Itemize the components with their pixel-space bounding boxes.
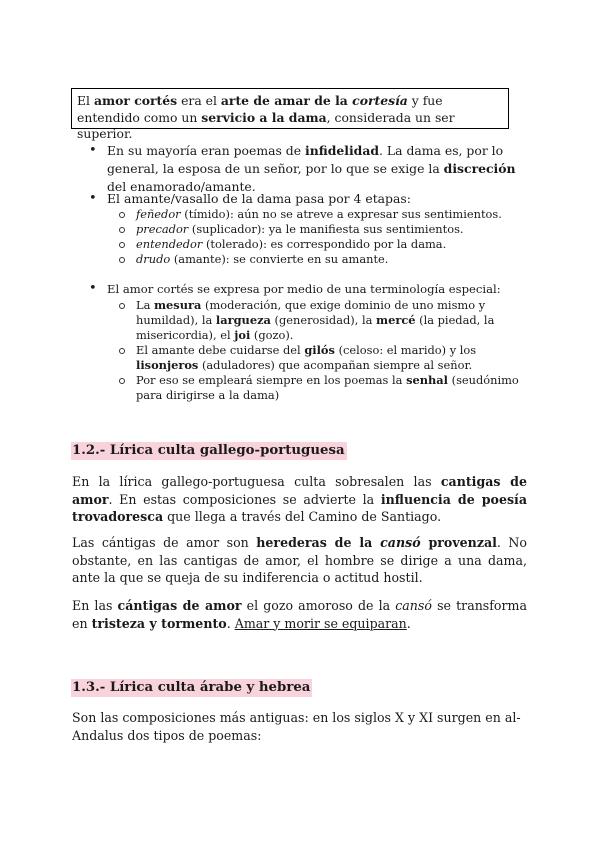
term-item: La mesura (moderación, que exige dominio de uno mismo y humildad), la largueza (generosidad), la mercé (la piedad, la misericordia), el joi (gozo). — [107, 298, 534, 343]
etapa-item: entendedor (tolerado): es correspondido por la dama. — [107, 237, 534, 252]
intro-box: El amor cortés era el arte de amar de la cortesía y fue entendido como un servicio a la dama, considerada un ser superior. — [71, 88, 509, 129]
bullet-infidelidad: • En su mayoría eran poemas de infidelidad. La dama es, por lo general, la esposa de un señor, por lo que se exige la discreción del enamorado/amante. — [89, 142, 534, 196]
paragraph: Las cántigas de amor son herederas de la cansó provenzal. No obstante, en las cantigas de amor, el hombre se dirige a una dama, ante la que se queja de su indiferencia o actitud hostil. — [72, 535, 528, 585]
term-item: El amante debe cuidarse del gilós (celoso: el marido) y los lisonjeros (aduladores) que acompañan siempre al señor. — [107, 343, 534, 373]
paragraph: En las cántigas de amor el gozo amoroso de la cansó se transforma en tristeza y tormento. Amar y morir se equiparan. — [72, 598, 527, 631]
bullet-list-1 — [89, 142, 534, 196]
bullet-terminologia: • El amor cortés se expresa por medio de una terminología especial: La mesura (moderación, que exige dominio de uno mismo y humildad), la largueza (generosidad), la mercé (la piedad, la misericordia), el joi (gozo). El amante debe cuidarse del gilós (celoso: el marido) y los lisonjeros (aduladores) que acompañan siempre al señor. Por eso se empleará siempre en los poemas la senhal (seudónimo para dirigirse a la dama) — [89, 280, 534, 403]
term-item: Por eso se empleará siempre en los poemas la senhal (seudónimo para dirigirse a la dama) — [107, 373, 534, 403]
etapa-item: precador (suplicador): ya le manifiesta sus sentimientos. — [107, 222, 534, 237]
bullet-etapas: • El amante/vasallo de la dama pasa por 4 etapas: feñedor (tímido): aún no se atreve a expresar sus sentimientos. precador (suplicador): ya le manifiesta sus sentimientos. entendedor (tolerado): es correspondido por la dama. drudo (amante): se convierte en su amante. — [89, 190, 534, 267]
terminologia-list — [107, 298, 534, 402]
section-heading-1-3: 1.3.- Lírica culta árabe y hebrea — [72, 680, 311, 695]
paragraph: En la lírica gallego-portuguesa culta sobresalen las cantigas de amor. En estas composiciones se advierte la influencia de poesía trovadoresca que llega a través del Camino de Santiago. — [72, 474, 527, 524]
bullet-list-3 — [89, 280, 534, 403]
section-heading-1-2: 1.2.- Lírica culta gallego-portuguesa — [72, 443, 345, 458]
etapa-item: feñedor (tímido): aún no se atreve a expresar sus sentimientos. — [107, 207, 534, 222]
etapa-item: drudo (amante): se convierte en su amante. — [107, 252, 534, 267]
etapas-list — [107, 207, 534, 267]
paragraph: Son las composiciones más antiguas: en los siglos X y XI surgen en al-Andalus dos tipos de poemas: — [72, 710, 521, 743]
bullet-list-2 — [89, 190, 534, 267]
